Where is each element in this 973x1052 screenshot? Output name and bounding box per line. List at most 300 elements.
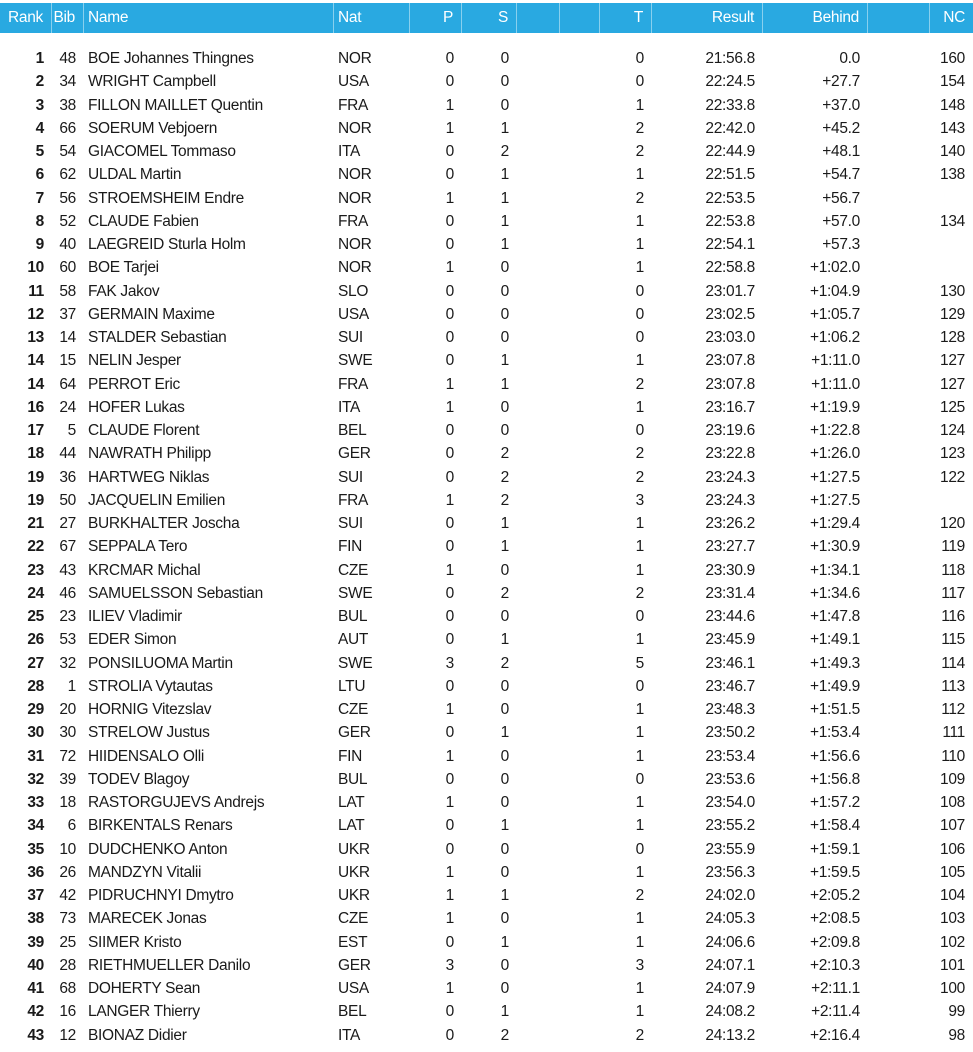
cell-t: 1: [635, 166, 644, 184]
cell-rank: 17: [27, 422, 44, 439]
cell-name: GERMAIN Maxime: [88, 305, 215, 323]
cell-t: 2: [635, 189, 644, 207]
table-row[interactable]: [0, 884, 973, 907]
cell-p: 0: [445, 584, 454, 602]
cell-bib: 44: [59, 445, 76, 463]
cell-rank: 42: [27, 1003, 44, 1021]
table-row[interactable]: [0, 559, 973, 582]
cell-s: 1: [500, 166, 509, 184]
cell-spacer: [868, 303, 930, 326]
cell-p: 1: [445, 910, 454, 928]
cell-nat: NOR: [338, 236, 372, 253]
cell-spacer: [868, 1000, 930, 1023]
cell-spacer: [868, 535, 930, 558]
cell-nc: [930, 187, 973, 210]
table-row[interactable]: [0, 907, 973, 930]
table-row[interactable]: [0, 489, 973, 512]
table-row[interactable]: [0, 838, 973, 861]
cell-nc: 130: [940, 282, 965, 300]
cell-spacer: [517, 256, 560, 279]
cell-t: 2: [635, 1026, 644, 1044]
cell-rank: 6: [35, 166, 44, 184]
cell-nat: LTU: [338, 677, 366, 695]
cell-bib: 14: [59, 329, 76, 346]
cell-p: 0: [445, 840, 454, 858]
table-row[interactable]: [0, 512, 973, 535]
cell-nat: USA: [338, 305, 369, 323]
cell-behind: +1:04.9: [809, 282, 860, 300]
cell-name: BOE Johannes Thingnes: [88, 50, 254, 67]
cell-result: 24:13.2: [705, 1026, 755, 1044]
cell-nat: GER: [338, 445, 371, 463]
cell-name: PERROT Eric: [88, 375, 181, 393]
cell-spacer: [517, 1024, 560, 1047]
cell-t: 2: [635, 143, 644, 160]
cell-behind: +2:08.5: [809, 910, 860, 928]
cell-behind: +1:57.2: [809, 794, 860, 811]
table-row[interactable]: [0, 698, 973, 721]
cell-result: 23:56.3: [705, 863, 755, 881]
table-row[interactable]: [0, 652, 973, 675]
cell-s: 1: [500, 352, 509, 370]
table-row[interactable]: [0, 256, 973, 279]
cell-spacer: [868, 931, 930, 954]
cell-result: 22:58.8: [705, 259, 755, 277]
cell-p: 0: [445, 166, 454, 184]
cell-s: 0: [500, 677, 509, 695]
cell-rank: 27: [27, 654, 44, 672]
cell-bib: 25: [59, 933, 76, 951]
table-row[interactable]: [0, 419, 973, 442]
cell-rank: 14: [27, 352, 44, 370]
cell-name: TODEV Blagoy: [88, 770, 190, 788]
table-row[interactable]: [0, 721, 973, 744]
cell-behind: +1:27.5: [809, 491, 860, 509]
cell-name: GIACOMEL Tommaso: [88, 143, 236, 160]
cell-behind: +1:53.4: [809, 724, 860, 742]
table-body: [0, 47, 973, 1047]
cell-spacer: [560, 466, 600, 489]
cell-nc: 99: [948, 1003, 965, 1021]
cell-bib: 20: [59, 701, 76, 718]
cell-result: 24:08.2: [705, 1003, 755, 1021]
cell-behind: +1:19.9: [809, 398, 860, 416]
cell-spacer: [517, 977, 560, 1000]
cell-s: 0: [500, 73, 509, 91]
cell-t: 1: [635, 980, 644, 997]
cell-spacer: [868, 768, 930, 791]
cell-bib: 32: [59, 654, 76, 672]
cell-p: 1: [445, 375, 454, 393]
cell-p: 0: [445, 305, 454, 323]
cell-result: 23:19.6: [705, 422, 755, 439]
cell-nat: BUL: [338, 608, 368, 625]
cell-name: EDER Simon: [88, 631, 177, 649]
cell-name: DUDCHENKO Anton: [88, 840, 228, 858]
cell-nat: BUL: [338, 770, 368, 788]
table-row[interactable]: [0, 140, 973, 163]
cell-s: 0: [500, 561, 509, 579]
table-row[interactable]: [0, 977, 973, 1000]
cell-spacer: [868, 70, 930, 93]
cell-nat: FRA: [338, 212, 369, 230]
cell-t: 1: [635, 817, 644, 835]
cell-nc: 101: [940, 956, 965, 974]
table-row[interactable]: [0, 326, 973, 349]
cell-result: 23:46.1: [705, 654, 755, 672]
cell-spacer: [560, 954, 600, 977]
table-row[interactable]: [0, 791, 973, 814]
cell-result: 23:50.2: [705, 724, 755, 742]
cell-spacer: [868, 884, 930, 907]
cell-result: 23:30.9: [705, 561, 755, 579]
cell-rank: 1: [35, 50, 44, 67]
cell-behind: +1:11.0: [811, 352, 860, 370]
cell-result: 24:02.0: [705, 887, 755, 904]
table-row[interactable]: [0, 814, 973, 837]
cell-p: 0: [445, 445, 454, 463]
cell-nc: 109: [940, 770, 965, 788]
cell-spacer: [868, 512, 930, 535]
cell-p: 0: [445, 677, 454, 695]
cell-name: ILIEV Vladimir: [88, 608, 182, 625]
cell-bib: 48: [59, 50, 76, 67]
cell-s: 0: [500, 980, 509, 997]
cell-name: STALDER Sebastian: [88, 329, 227, 346]
cell-spacer: [560, 326, 600, 349]
cell-spacer: [868, 94, 930, 117]
cell-bib: 66: [59, 119, 76, 137]
table-header: [0, 3, 973, 33]
cell-name: PONSILUOMA Martin: [88, 654, 233, 672]
cell-bib: 64: [59, 375, 76, 393]
table-row[interactable]: [0, 954, 973, 977]
cell-t: 2: [635, 584, 644, 602]
cell-p: 0: [445, 933, 454, 951]
column-header-t: T: [600, 3, 652, 33]
cell-rank: 12: [27, 305, 44, 323]
cell-rank: 16: [27, 398, 44, 416]
cell-nat: NOR: [338, 189, 372, 207]
table-row[interactable]: [0, 442, 973, 465]
cell-spacer: [868, 233, 930, 256]
cell-bib: 36: [59, 468, 76, 486]
cell-rank: 4: [35, 119, 44, 137]
cell-spacer: [560, 931, 600, 954]
cell-t: 1: [635, 538, 644, 556]
cell-name: FILLON MAILLET Quentin: [88, 96, 263, 114]
cell-name: CLAUDE Fabien: [88, 212, 199, 230]
cell-spacer: [560, 442, 600, 465]
cell-bib: 10: [59, 840, 76, 858]
cell-spacer: [517, 814, 560, 837]
cell-s: 0: [500, 305, 509, 323]
cell-t: 1: [635, 259, 644, 277]
cell-t: 3: [635, 956, 644, 974]
table-row[interactable]: [0, 628, 973, 651]
table-row[interactable]: [0, 1000, 973, 1023]
cell-rank: 23: [27, 561, 44, 579]
cell-spacer: [560, 256, 600, 279]
cell-t: 1: [635, 724, 644, 742]
cell-behind: +57.0: [822, 212, 860, 230]
table-row[interactable]: [0, 861, 973, 884]
cell-spacer: [560, 47, 600, 70]
cell-bib: 5: [67, 422, 76, 439]
table-row[interactable]: [0, 94, 973, 117]
table-row[interactable]: [0, 675, 973, 698]
table-row[interactable]: [0, 768, 973, 791]
table-row[interactable]: [0, 1024, 973, 1047]
cell-spacer: [517, 1000, 560, 1023]
cell-t: 1: [635, 515, 644, 532]
cell-nat: UKR: [338, 863, 370, 881]
table-row[interactable]: [0, 47, 973, 70]
cell-nat: SUI: [338, 515, 363, 532]
cell-t: 1: [635, 631, 644, 649]
cell-rank: 7: [35, 189, 44, 207]
cell-bib: 27: [59, 515, 76, 532]
cell-s: 2: [500, 584, 509, 602]
column-header-result: Result: [652, 3, 763, 33]
cell-nat: NOR: [338, 259, 372, 277]
cell-spacer: [560, 675, 600, 698]
cell-nat: BEL: [338, 422, 367, 439]
cell-s: 1: [500, 236, 509, 253]
cell-nat: CZE: [338, 910, 369, 928]
cell-name: LANGER Thierry: [88, 1003, 200, 1021]
cell-spacer: [560, 1024, 600, 1047]
cell-bib: 54: [59, 143, 76, 160]
cell-behind: +1:56.6: [809, 747, 860, 765]
cell-spacer: [517, 652, 560, 675]
cell-spacer: [517, 559, 560, 582]
cell-nc: 113: [941, 677, 965, 695]
cell-s: 1: [500, 1003, 509, 1021]
cell-result: 23:44.6: [705, 608, 755, 625]
cell-spacer: [560, 489, 600, 512]
table-row[interactable]: [0, 745, 973, 768]
cell-t: 2: [635, 375, 644, 393]
cell-behind: +1:22.8: [809, 422, 860, 439]
cell-spacer: [517, 931, 560, 954]
cell-rank: 34: [27, 817, 44, 835]
cell-rank: 28: [27, 677, 44, 695]
cell-behind: +1:47.8: [809, 608, 860, 625]
cell-name: HARTWEG Niklas: [88, 468, 210, 486]
cell-behind: +1:49.1: [809, 631, 860, 649]
cell-name: LAEGREID Sturla Holm: [88, 236, 246, 253]
cell-spacer: [517, 535, 560, 558]
cell-behind: +1:27.5: [809, 468, 860, 486]
cell-s: 2: [500, 654, 509, 672]
cell-t: 1: [635, 398, 644, 416]
cell-s: 1: [500, 515, 509, 532]
cell-t: 0: [635, 329, 644, 346]
cell-rank: 38: [27, 910, 44, 928]
cell-nat: FRA: [338, 491, 369, 509]
cell-spacer: [517, 442, 560, 465]
cell-spacer: [517, 70, 560, 93]
table-row[interactable]: [0, 280, 973, 303]
cell-p: 0: [445, 1003, 454, 1021]
table-row[interactable]: [0, 163, 973, 186]
cell-spacer: [868, 675, 930, 698]
cell-behind: +2:10.3: [809, 956, 860, 974]
cell-name: BIONAZ Didier: [88, 1026, 187, 1044]
cell-name: MANDZYN Vitalii: [88, 863, 202, 881]
results-table: [0, 3, 973, 1047]
cell-p: 1: [445, 96, 454, 114]
cell-result: 23:07.8: [705, 375, 755, 393]
cell-s: 2: [500, 468, 509, 486]
cell-t: 0: [635, 282, 644, 300]
table-row[interactable]: [0, 931, 973, 954]
cell-nat: UKR: [338, 887, 370, 904]
column-header-behind: Behind: [763, 3, 868, 33]
cell-bib: 72: [59, 747, 76, 765]
cell-spacer: [560, 745, 600, 768]
table-row[interactable]: [0, 117, 973, 140]
column-header-spacer: [517, 3, 560, 33]
cell-t: 1: [635, 212, 644, 230]
cell-bib: 24: [59, 398, 76, 416]
cell-result: 23:26.2: [705, 515, 755, 532]
cell-result: 23:45.9: [705, 631, 755, 649]
cell-spacer: [560, 768, 600, 791]
column-header-spacer: [868, 3, 930, 33]
cell-spacer: [517, 698, 560, 721]
cell-nc: 124: [940, 422, 965, 439]
cell-p: 3: [445, 654, 454, 672]
cell-bib: 62: [59, 166, 76, 184]
cell-result: 23:22.8: [705, 445, 755, 463]
table-row[interactable]: [0, 210, 973, 233]
cell-spacer: [517, 466, 560, 489]
cell-p: 1: [445, 863, 454, 881]
cell-spacer: [560, 233, 600, 256]
table-row[interactable]: [0, 582, 973, 605]
cell-spacer: [560, 977, 600, 1000]
cell-name: SOERUM Vebjoern: [88, 119, 218, 137]
cell-name: STROEMSHEIM Endre: [88, 189, 244, 207]
cell-t: 0: [635, 840, 644, 858]
cell-name: SEPPALA Tero: [88, 538, 188, 556]
cell-s: 0: [500, 701, 509, 718]
cell-result: 24:07.1: [705, 956, 755, 974]
cell-result: 23:31.4: [705, 584, 755, 602]
cell-name: WRIGHT Campbell: [88, 73, 216, 91]
cell-nc: 107: [940, 817, 965, 835]
cell-spacer: [560, 652, 600, 675]
cell-behind: +2:16.4: [809, 1026, 860, 1044]
cell-bib: 30: [59, 724, 76, 742]
cell-nc: 160: [940, 50, 965, 67]
cell-rank: 9: [35, 236, 44, 253]
cell-name: ULDAL Martin: [88, 166, 182, 184]
cell-spacer: [517, 349, 560, 372]
table-row[interactable]: [0, 233, 973, 256]
cell-nat: USA: [338, 980, 369, 997]
cell-p: 0: [445, 352, 454, 370]
cell-spacer: [560, 814, 600, 837]
cell-nat: SLO: [338, 282, 369, 300]
cell-bib: 58: [59, 282, 76, 300]
cell-t: 2: [635, 887, 644, 904]
cell-t: 0: [635, 50, 644, 67]
column-header-s: S: [462, 3, 517, 33]
cell-result: 24:05.3: [705, 910, 755, 928]
cell-bib: 26: [59, 863, 76, 881]
cell-spacer: [868, 954, 930, 977]
cell-spacer: [560, 117, 600, 140]
cell-behind: +1:49.9: [809, 677, 860, 695]
cell-result: 22:51.5: [705, 166, 755, 184]
cell-spacer: [517, 396, 560, 419]
table-row[interactable]: [0, 605, 973, 628]
cell-p: 0: [445, 329, 454, 346]
table-row[interactable]: [0, 70, 973, 93]
cell-result: 23:55.2: [705, 817, 755, 835]
cell-p: 0: [445, 1026, 454, 1044]
cell-p: 0: [445, 631, 454, 649]
cell-p: 1: [445, 561, 454, 579]
table-row[interactable]: [0, 373, 973, 396]
cell-behind: +2:09.8: [809, 933, 860, 951]
table-row[interactable]: [0, 535, 973, 558]
cell-result: 23:24.3: [705, 468, 755, 486]
cell-spacer: [868, 977, 930, 1000]
cell-rank: 41: [27, 980, 44, 997]
cell-spacer: [517, 768, 560, 791]
cell-t: 1: [635, 96, 644, 114]
cell-spacer: [517, 838, 560, 861]
cell-t: 1: [635, 794, 644, 811]
cell-t: 5: [635, 654, 644, 672]
table-row[interactable]: [0, 303, 973, 326]
cell-result: 22:42.0: [705, 119, 755, 137]
column-header-nat: Nat: [334, 3, 410, 33]
table-row[interactable]: [0, 466, 973, 489]
cell-rank: 14: [27, 375, 44, 393]
table-row[interactable]: [0, 396, 973, 419]
cell-spacer: [560, 628, 600, 651]
cell-s: 2: [500, 491, 509, 509]
cell-rank: 31: [27, 747, 44, 765]
cell-behind: +1:49.3: [809, 654, 860, 672]
cell-nc: 128: [940, 329, 965, 346]
cell-s: 0: [500, 770, 509, 788]
cell-result: 23:24.3: [705, 491, 755, 509]
cell-t: 1: [635, 561, 644, 579]
cell-spacer: [517, 907, 560, 930]
table-row[interactable]: [0, 349, 973, 372]
cell-rank: 29: [27, 701, 44, 718]
table-row[interactable]: [0, 187, 973, 210]
cell-name: FAK Jakov: [88, 282, 160, 300]
cell-bib: 16: [59, 1003, 76, 1021]
cell-bib: 46: [59, 584, 76, 602]
cell-nat: ITA: [338, 143, 361, 160]
cell-result: 23:54.0: [705, 794, 755, 811]
cell-s: 1: [500, 212, 509, 230]
cell-nc: 112: [941, 701, 965, 718]
cell-nat: SWE: [338, 584, 373, 602]
cell-t: 1: [635, 1003, 644, 1021]
cell-spacer: [560, 1000, 600, 1023]
cell-result: 23:01.7: [705, 282, 755, 300]
cell-s: 0: [500, 608, 509, 625]
